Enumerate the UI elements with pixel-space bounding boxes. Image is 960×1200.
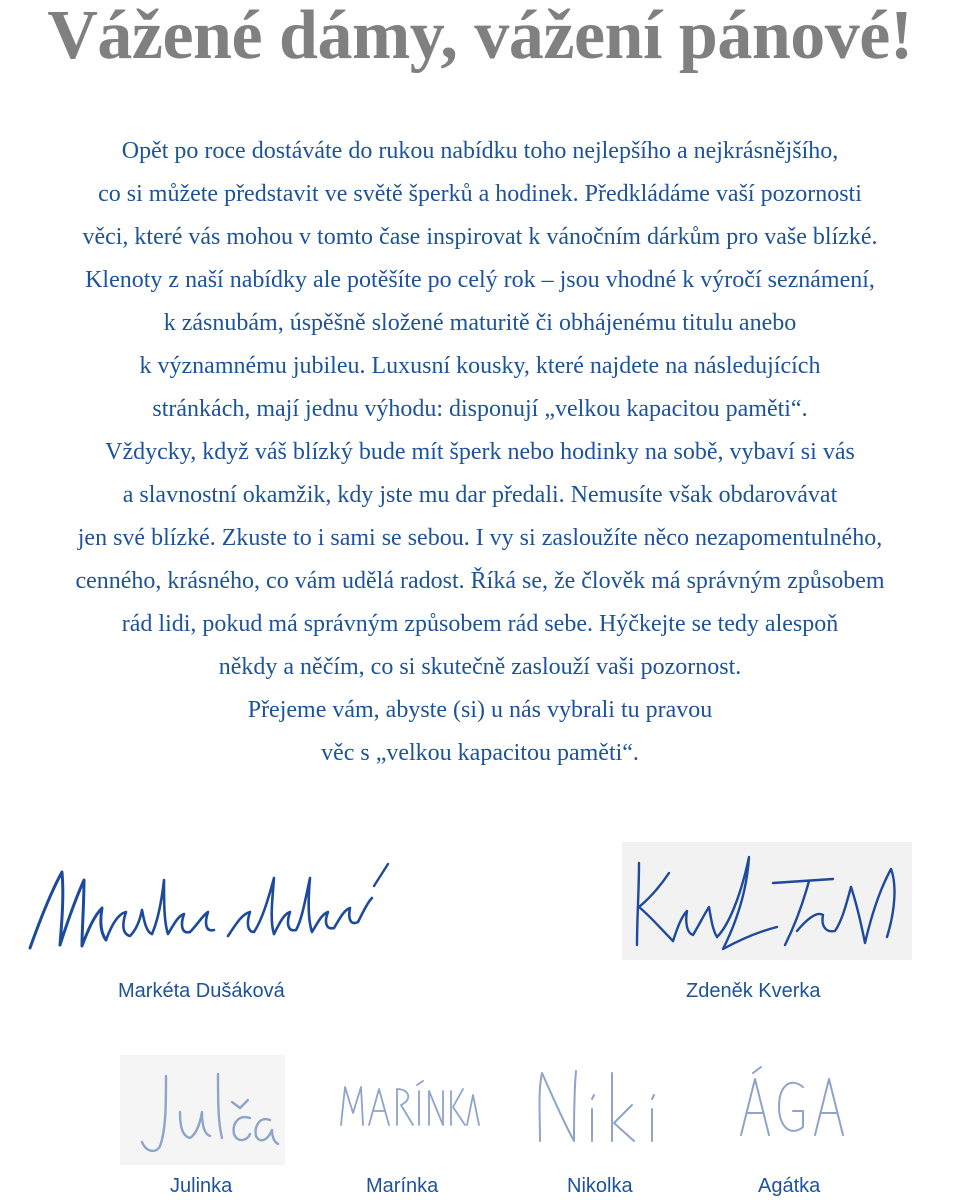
signature-marinka [335, 1075, 480, 1135]
letter-line: věci, které vás mohou v tomto čase inspirovat k vánočním dárkům pro vaše blízké. [82, 224, 878, 250]
letter-line: Klenoty z naší nabídky ale potěšíte po celý rok – jsou vhodné k výročí seznámení, [85, 267, 875, 293]
letter-line: k významnému jubileu. Luxusní kousky, které najdete na následujících [139, 353, 821, 379]
letter-heading: Vážené dámy, vážení pánové! [47, 0, 913, 74]
letter-line: Opět po roce dostáváte do rukou nabídku toho nejlepšího a nejkrásnějšího, [121, 138, 839, 164]
signature-nikolka [530, 1065, 665, 1150]
letter-line: stránkách, mají jednu výhodu: disponují „velkou kapacitou paměti“. [152, 396, 808, 422]
letter-line: Vždycky, když váš blízký bude mít šperk nebo hodinky na sobě, vybaví si vás [105, 439, 855, 465]
letter-line: co si můžete představit ve světě šperků a hodinek. Předkládáme vaší pozornosti [98, 181, 862, 207]
letter-line: rád lidi, pokud má správným způsobem rád sebe. Hýčkejte se tedy alespoň [121, 611, 839, 637]
letter-line: věc s „velkou kapacitou paměti“. [321, 740, 639, 766]
letter-line: Přejeme vám, abyste (si) u nás vybrali tu pravou [247, 697, 713, 723]
signature-marketa-dusakova [22, 850, 392, 960]
signatory-name: Agátka [758, 1175, 821, 1197]
letter-body [0, 130, 960, 775]
signatory-name: Markéta Dušáková [118, 980, 285, 1002]
signatory-name: Julinka [170, 1175, 233, 1197]
letter-line: někdy a něčím, co si skutečně zaslouží vaši pozornost. [218, 654, 742, 680]
signatory-name: Nikolka [567, 1175, 633, 1197]
signature-julinka [130, 1060, 280, 1160]
signatory-name: Marínka [366, 1175, 439, 1197]
letter-line: a slavnostní okamžik, kdy jste mu dar předali. Nemusíte však obdarovávat [122, 482, 838, 508]
letter-line: k zásnubám, úspěšně složené maturitě či obhájenému titulu anebo [163, 310, 797, 336]
letter-line: cenného, krásného, co vám udělá radost. Říká se, že člověk má správným způsobem [75, 568, 885, 594]
letter-line: jen své blízké. Zkuste to i sami se sebou. I vy si zasloužíte něco nezapomentulného, [77, 525, 883, 551]
signature-zdenek-kverka [625, 845, 905, 960]
signature-agatka [735, 1065, 850, 1145]
signatory-name: Zdeněk Kverka [686, 980, 821, 1002]
